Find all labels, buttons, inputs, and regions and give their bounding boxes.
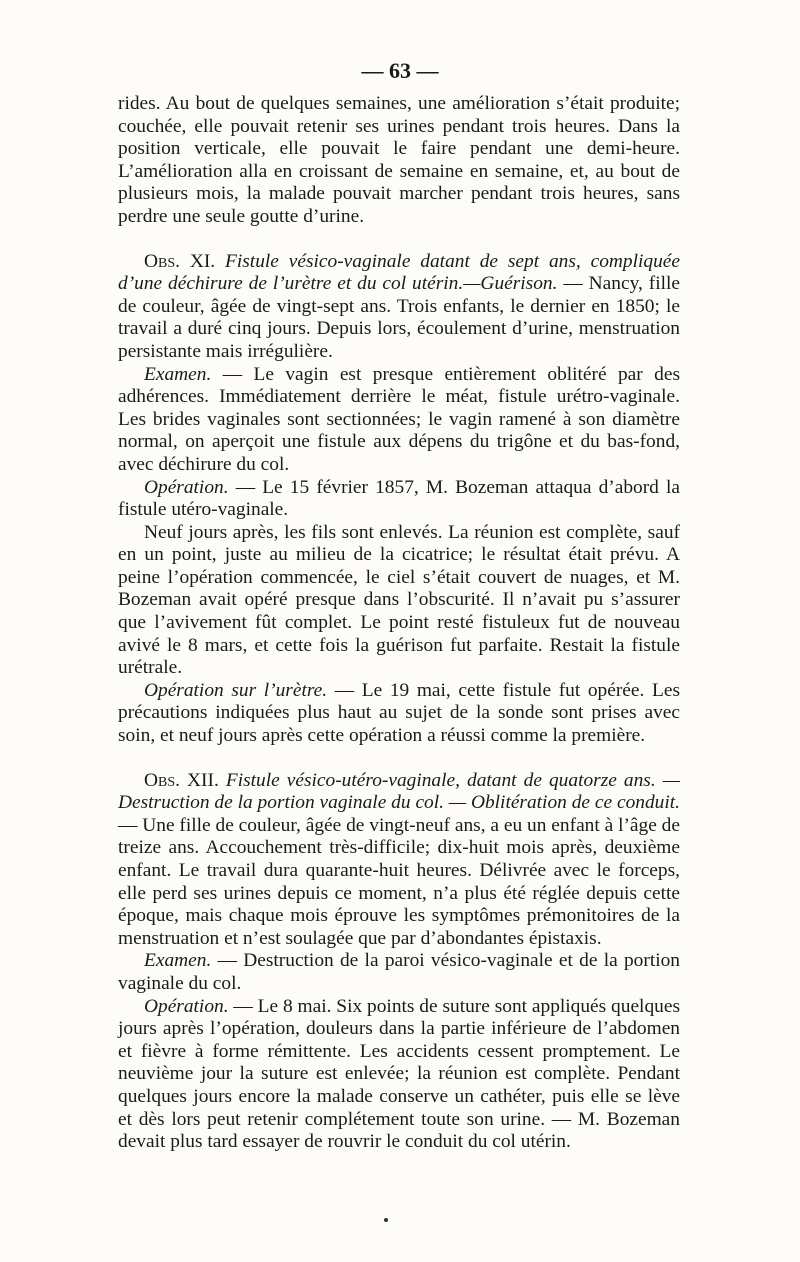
printer-dot <box>384 1218 388 1222</box>
obs-11-header <box>118 251 680 364</box>
obs-11-op-uretre-label: Opération sur l’urètre. <box>144 679 328 701</box>
obs-12-operation <box>118 996 680 1154</box>
obs-12-operation-text: — Le 8 mai. Six points de suture sont appliqués quelques jours après l’opération, douleurs dans la partie inférieure de l’abdomen et fièvre à forme rémittente. Les accidents cessent promptement. Le neuvième jour la suture est enlevée; la réunion est complète. Pendant quelques jours encore la malade conserve un cathéter, puis elle se lève et dès lors peut retenir complétement toute son urine. — M. Bozeman devait plus tard essayer de rouvrir le conduit du col utérin. <box>118 995 680 1153</box>
obs-12-header <box>118 770 680 951</box>
obs-12-examen <box>118 950 680 995</box>
obs-12-examen-label: Examen. <box>144 950 212 972</box>
obs-11-examen-text: — Le vagin est presque entièrement oblitéré par des adhérences. Immédiatement derrière le méat, fistule urétro-vaginale. Les brides vaginales sont sectionnées; le vagin ramené à son diamètre normal, on aperçoit une fistule aux dépens du trigône et du bas-fond, avec déchirure du col. <box>118 363 680 475</box>
obs-12-title: Fistule vésico-utéro-vaginale, datant de quatorze ans. — Destruction de la portion vaginale du col. — Oblitération de ce conduit. <box>118 769 680 814</box>
page-body <box>118 93 680 1154</box>
page-number: — 63 — <box>361 58 439 83</box>
obs-11-operation-text: — Le 15 février 1857, M. Bozeman attaqua d’abord la fistule utéro-vaginale. <box>118 476 680 521</box>
obs-11-op-uretre-text: — Le 19 mai, cette fistule fut opérée. Les précautions indiquées plus haut au sujet de la sonde sont prises avec soin, et neuf jours après cette opération a réussi comme la première. <box>118 679 680 747</box>
obs-12-label: Obs. XII. <box>144 769 219 791</box>
obs-11-title: Fistule vésico-vaginale datant de sept ans, compliquée d’une déchirure de l’urètre et du col utérin.—Guérison. <box>118 250 680 295</box>
obs-11-text: — Nancy, fille de couleur, âgée de vingt-sept ans. Trois enfants, le dernier en 1850; le travail a duré cinq jours. Depuis lors, écoulement d’urine, menstruation persistante mais irrégulière. <box>118 273 680 362</box>
obs-11-op-uretre <box>118 680 680 748</box>
obs-11-examen-label: Examen. <box>144 363 212 385</box>
obs-11-examen <box>118 364 680 477</box>
obs-11-operation <box>118 477 680 522</box>
obs-11-label: Obs. XI. <box>144 250 216 272</box>
obs-11-operation-label: Opération. <box>144 476 229 498</box>
obs-12-examen-text: — Destruction de la paroi vésico-vaginale et de la portion vaginale du col. <box>118 950 680 994</box>
obs-11-suite: Neuf jours après, les fils sont enlevés. La réunion est complète, sauf en un point, juste au milieu de la cicatrice; le résultat était prévu. A peine l’opération commencée, le ciel s’était couvert de nuages, et M. Bozeman avait opéré presque dans l’obscurité. Il n’avait pu s’assurer que l’avivement fût complet. Le point resté fistuleux fut de nouveau avivé le 8 mars, et cette fois la guérison fut parfaite. Restait la fistule urétrale. <box>118 521 680 679</box>
obs-12-operation-label: Opération. <box>144 995 229 1017</box>
paragraph-continuation: rides. Au bout de quelques semaines, une amélioration s’était produite; couchée, elle pouvait retenir ses urines pendant trois heures. Dans la position verticale, elle pouvait le faire pendant une demi-heure. L’amélioration alla en croissant de semaine en semaine, et, au bout de plusieurs mois, la malade pouvait marcher pendant trois heures, sans perdre une seule goutte d’urine. <box>118 93 680 227</box>
obs-12-text: — Une fille de couleur, âgée de vingt-neuf ans, a eu un enfant à l’âge de treize ans. Accouchement très-difficile; dix-huit mois après, deuxième enfant. Le travail dura quarante-huit heures. Délivrée avec le forceps, elle perd ses urines depuis ce moment, n’a plus été réglée depuis cette époque, mais chaque mois éprouve les symptômes prémonitoires de la menstruation et n’est soulagée que par d’abondantes épistaxis. <box>118 814 680 949</box>
